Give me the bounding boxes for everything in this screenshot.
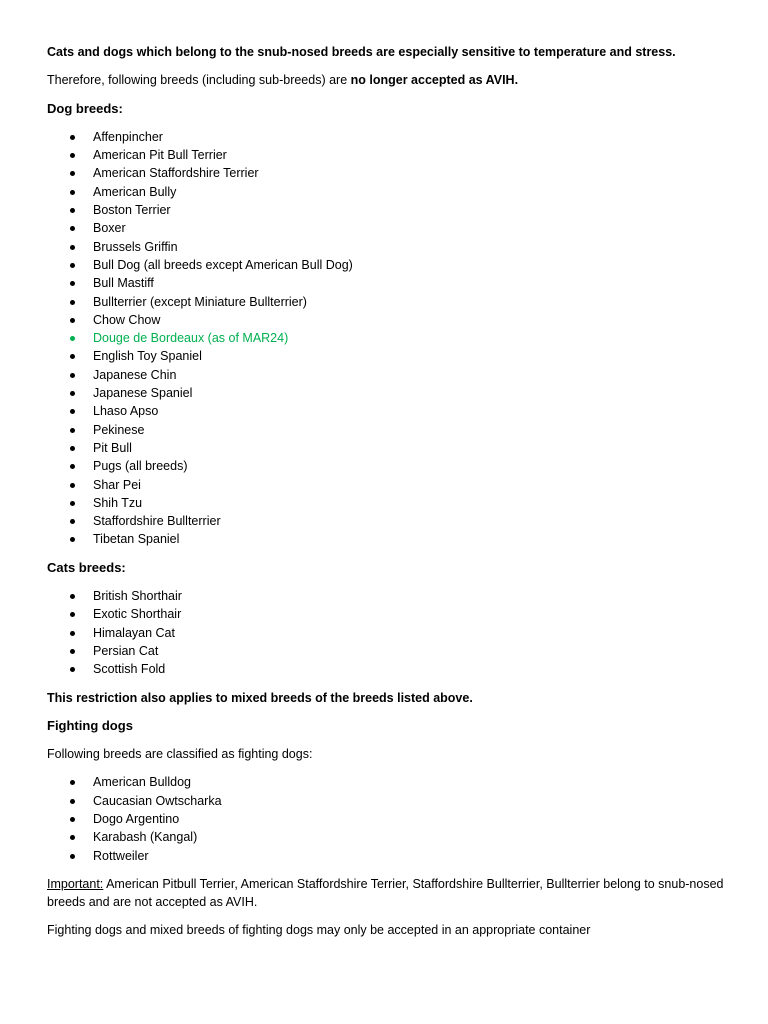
list-item-label: Tibetan Spaniel [93,532,180,547]
closing-note: Fighting dogs and mixed breeds of fighting dogs may only be accepted in an appropriate container [47,923,591,938]
list-item [47,183,737,201]
bullet-icon [70,245,75,250]
list-item-label: Douge de Bordeaux (as of MAR24) [93,331,289,346]
list-item-label: Pit Bull [93,440,132,455]
mixed-breeds-note: This restriction also applies to mixed breeds of the breeds listed above. [47,690,473,705]
bullet-icon [70,190,75,195]
bullet-icon [70,854,75,859]
bullet-icon [70,428,75,433]
list-item-label: Rottweiler [93,848,149,863]
important-note [47,875,737,912]
list-item [47,810,737,828]
list-item [47,256,737,274]
list-item-label: American Staffordshire Terrier [93,166,259,181]
list-item [47,421,737,439]
list-item-label: American Bulldog [93,775,191,790]
bullet-icon [70,263,75,268]
bullet-icon [70,153,75,158]
list-item-label: Caucasian Owtscharka [93,793,222,808]
bullet-icon [70,354,75,359]
bullet-icon [70,835,75,840]
list-item-label: Staffordshire Bullterrier [93,514,221,529]
fighting-dogs-intro: Following breeds are classified as fighting dogs: [47,747,313,762]
dog-breeds-list [47,128,737,549]
list-item-label: Bull Dog (all breeds except American Bull Dog) [93,257,353,272]
bullet-icon [70,446,75,451]
list-item-label: English Toy Spaniel [93,349,202,364]
cat-breeds-list [47,587,737,678]
list-item [47,384,737,402]
list-item-label: Chow Chow [93,312,161,327]
fighting-dogs-list [47,773,737,864]
bullet-icon [70,519,75,524]
list-item [47,828,737,846]
list-item [47,238,737,256]
bullet-icon [70,667,75,672]
list-item [47,293,737,311]
bullet-icon [70,612,75,617]
list-item [47,219,737,237]
bullet-icon [70,483,75,488]
document-page [47,43,737,940]
list-item [47,476,737,494]
list-item [47,457,737,475]
intro-line-text: Therefore, following breeds (including sub-breeds) are [47,73,351,88]
list-item-label: Dogo Argentino [93,811,180,826]
cat-breeds-heading: Cats breeds: [47,559,126,575]
list-item-label: Bullterrier (except Miniature Bullterrier) [93,294,307,309]
intro-line [47,71,737,89]
list-item [47,624,737,642]
list-item-label: American Pit Bull Terrier [93,148,227,163]
list-item-label: Karabash (Kangal) [93,830,198,845]
bullet-icon [70,649,75,654]
list-item-label: Exotic Shorthair [93,607,182,622]
list-item-label: Boston Terrier [93,203,171,218]
bullet-icon [70,464,75,469]
bullet-icon [70,208,75,213]
list-item [47,164,737,182]
list-item [47,847,737,865]
list-item [47,366,737,384]
list-item [47,530,737,548]
list-item-label: Persian Cat [93,643,159,658]
bullet-icon [70,135,75,140]
list-item-label: Japanese Spaniel [93,386,193,401]
dog-breeds-heading: Dog breeds: [47,100,123,116]
list-item [47,494,737,512]
bullet-icon [70,336,75,341]
bullet-icon [70,281,75,286]
list-item-label: Shar Pei [93,477,141,492]
bullet-icon [70,373,75,378]
important-text: American Pitbull Terrier, American Staffordshire Terrier, Staffordshire Bullterrier, Bullterrier belong to snub-nosed breeds and are not accepted as AVIH. [47,876,724,910]
list-item [47,311,737,329]
list-item [47,201,737,219]
list-item [47,439,737,457]
list-item-label: Brussels Griffin [93,239,178,254]
list-item [47,402,737,420]
list-item-label: Pugs (all breeds) [93,459,188,474]
list-item [47,347,737,365]
bullet-icon [70,780,75,785]
list-item [47,792,737,810]
list-item [47,605,737,623]
list-item-label: Himalayan Cat [93,625,175,640]
list-item [47,773,737,791]
bullet-icon [70,799,75,804]
list-item-label: American Bully [93,184,177,199]
bullet-icon [70,594,75,599]
bullet-icon [70,501,75,506]
list-item [47,587,737,605]
list-item-label: Boxer [93,221,126,236]
list-item-label: Pekinese [93,422,145,437]
list-item [47,274,737,292]
intro-headline: Cats and dogs which belong to the snub-nosed breeds are especially sensitive to temperature and stress. [47,45,676,59]
intro-line-emphasis: no longer accepted as AVIH. [350,73,519,88]
bullet-icon [70,631,75,636]
list-item [47,128,737,146]
list-item-label: Shih Tzu [93,495,143,510]
bullet-icon [70,409,75,414]
fighting-dogs-heading: Fighting dogs [47,717,133,733]
list-item-label: Bull Mastiff [93,276,154,291]
list-item-label: Japanese Chin [93,367,177,382]
list-item-label: Scottish Fold [93,662,166,677]
list-item-label: British Shorthair [93,589,182,604]
bullet-icon [70,171,75,176]
bullet-icon [70,537,75,542]
bullet-icon [70,318,75,323]
important-label: Important: [47,876,104,891]
list-item-label: Affenpincher [93,129,163,144]
list-item [47,642,737,660]
bullet-icon [70,226,75,231]
bullet-icon [70,817,75,822]
list-item-label: Lhaso Apso [93,404,159,419]
bullet-icon [70,391,75,396]
list-item-highlighted [47,329,737,347]
list-item [47,512,737,530]
bullet-icon [70,300,75,305]
list-item [47,660,737,678]
list-item [47,146,737,164]
